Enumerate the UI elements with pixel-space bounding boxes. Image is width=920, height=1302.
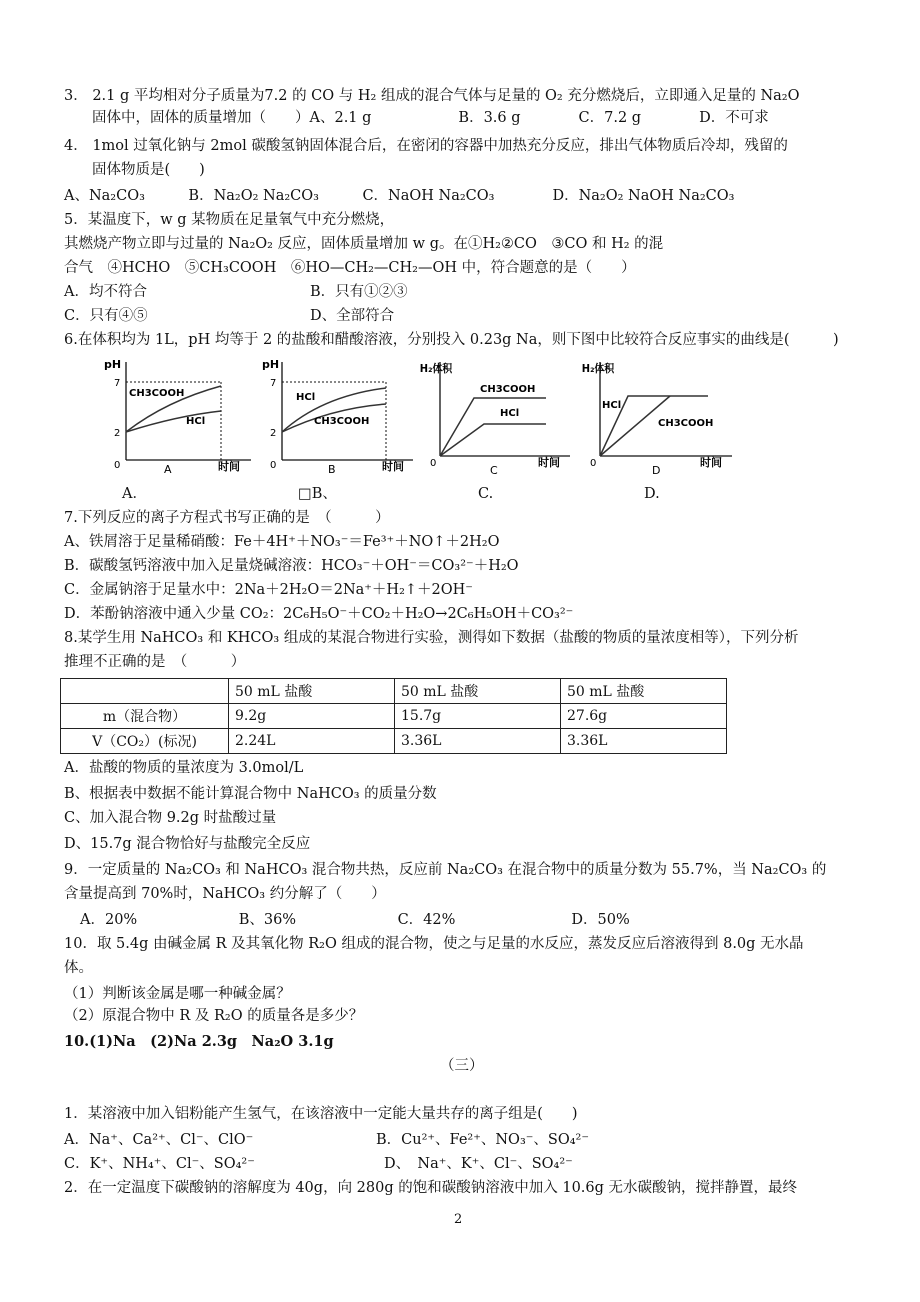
table-row [61, 729, 727, 754]
s3-q1-option-b: B．Cu²⁺、Fe²⁺、NO₃⁻、SO₄²⁻ [376, 1132, 590, 1148]
series-ch3cooh-line [440, 398, 546, 456]
chart-c-panel-letter: C [490, 464, 498, 476]
q8-data-table [60, 678, 727, 754]
chart-a-label-ch3cooh: CH3COOH [129, 388, 185, 399]
chart-b-tick-7: 7 [270, 378, 277, 389]
q3-line2: 固体中，固体的质量增加（ ）A、2.1 g B．3.6 g C．7.2 g D．不可求 [92, 110, 769, 126]
table-cell [61, 679, 229, 704]
q6-option-a: A． [122, 486, 147, 502]
q5-option-c: C．只有④⑤ [64, 308, 148, 324]
q9-line2: 含量提高到 70%时，NaHCO₃ 约分解了（ ） [64, 886, 386, 902]
table-cell: 3.36L [395, 729, 561, 754]
chart-a-tick-0: 0 [114, 460, 121, 471]
table-header-cell: 50 mL 盐酸 [395, 679, 561, 704]
q9-line1: 9．一定质量的 Na₂CO₃ 和 NaHCO₃ 混合物共热，反应前 Na₂CO₃ 在混合物中的质量分数为 55.7%，当 Na₂CO₃ 的 [64, 862, 827, 878]
q10-sub2: （2）原混合物中 R 及 R₂O 的质量各是多少？ [64, 1008, 364, 1024]
chart-b-xlabel: 时间 [382, 460, 404, 473]
chart-d-xlabel: 时间 [700, 456, 722, 469]
q8-option-b: B、根据表中数据不能计算混合物中 NaHCO₃ 的质量分数 [64, 786, 437, 802]
chart-c-label-hcl: HCl [500, 408, 520, 419]
chart-c-origin: 0 [430, 458, 437, 469]
chart-b [258, 356, 428, 476]
q8-option-a: A．盐酸的物质的量浓度为 3.0mol/L [64, 760, 304, 776]
s3-q2-line1: 2．在一定温度下碳酸钠的溶解度为 40g，向 280g 的饱和碳酸钠溶液中加入 10.6g 无水碳酸钠，搅拌静置，最终 [64, 1180, 798, 1196]
chart-d-panel-letter: D [652, 464, 661, 476]
q3-line1: 3． 2.1 g 平均相对分子质量为7.2 的 CO 与 H₂ 组成的混合气体与足量的 O₂ 充分燃烧后，立即通入足量的 Na₂O [64, 88, 800, 104]
q7-stem: 7.下列反应的离子方程式书写正确的是 （ ） [64, 510, 390, 526]
chart-a-panel-letter: A [164, 463, 172, 476]
q7-option-b: B．碳酸氢钙溶液中加入足量烧碱溶液：HCO₃⁻＋OH⁻＝CO₃²⁻＋H₂O [64, 558, 519, 574]
q10-answer: 10.(1)Na (2)Na 2.3g Na₂O 3.1g [64, 1033, 334, 1050]
chart-d-label-ch3cooh: CH3COOH [658, 418, 714, 429]
s3-q1-stem: 1．某溶液中加入铝粉能产生氢气，在该溶液中一定能大量共存的离子组是( ) [64, 1106, 578, 1122]
table-row [61, 704, 727, 729]
table-header-cell: 50 mL 盐酸 [229, 679, 395, 704]
table-cell: 15.7g [395, 704, 561, 729]
chart-b-panel-letter: B [328, 463, 336, 476]
q7-option-d: D．苯酚钠溶液中通入少量 CO₂：2C₆H₅O⁻＋CO₂＋H₂O→2C₆H₅OH＋CO₃²⁻ [64, 606, 574, 622]
page-number: 2 [454, 1212, 463, 1227]
q10-line1: 10．取 5.4g 由碱金属 R 及其氧化物 R₂O 组成的混合物，使之与足量的水反应，蒸发反应后溶液得到 8.0g 无水晶 [64, 936, 804, 952]
chart-d-ylabel: H₂体积 [581, 362, 615, 376]
table-cell: V（CO₂）(标况) [61, 729, 229, 754]
chart-b-label-hcl: HCl [296, 392, 316, 403]
table-cell: 9.2g [229, 704, 395, 729]
q6-stem: 6.在体积均为 1L，pH 均等于 2 的盐酸和醋酸溶液，分别投入 0.23g Na，则下图中比较符合反应事实的曲线是( ) [64, 332, 839, 348]
q5-option-a: A．均不符合 [64, 284, 147, 300]
q8-option-d: D、15.7g 混合物恰好与盐酸完全反应 [64, 836, 311, 852]
chart-a-tick-2: 2 [114, 428, 121, 439]
q4-line1: 4． 1mol 过氧化钠与 2mol 碳酸氢钠固体混合后，在密闭的容器中加热充分反应，排出气体物质后冷却，残留的 [64, 138, 788, 154]
q5-line2: 其燃烧产物立即与过量的 Na₂O₂ 反应，固体质量增加 w g。在①H₂②CO ③CO 和 H₂ 的混 [64, 236, 664, 252]
chart-a [96, 356, 266, 476]
q7-option-c: C．金属钠溶于足量水中：2Na＋2H₂O＝2Na⁺＋H₂↑＋2OH⁻ [64, 582, 473, 598]
chart-c-label-ch3cooh: CH3COOH [480, 384, 536, 395]
s3-q1-option-c: C．K⁺、NH₄⁺、Cl⁻、SO₄²⁻ [64, 1156, 255, 1172]
chart-a-xlabel: 时间 [218, 460, 240, 473]
q10-line2: 体。 [64, 960, 93, 976]
table-header-row [61, 679, 727, 704]
chart-b-tick-0: 0 [270, 460, 277, 471]
chart-d-origin: 0 [590, 458, 597, 469]
chart-d [580, 356, 740, 476]
q4-options: A、Na₂CO₃ B．Na₂O₂ Na₂CO₃ C．NaOH Na₂CO₃ D．Na₂O₂ NaOH Na₂CO₃ [64, 188, 735, 204]
table-cell: m（混合物） [61, 704, 229, 729]
table-cell: 27.6g [561, 704, 727, 729]
table-cell: 2.24L [229, 729, 395, 754]
s3-q1-option-a: A．Na⁺、Ca²⁺、Cl⁻、ClO⁻ [64, 1132, 254, 1148]
q8-line2: 推理不正确的是 （ ） [64, 654, 246, 670]
q10-sub1: （1）判断该金属是哪一种碱金属？ [64, 986, 291, 1002]
chart-b-ylabel: pH [262, 358, 280, 371]
q8-option-c: C、加入混合物 9.2g 时盐酸过量 [64, 810, 277, 826]
chart-a-ylabel: pH [104, 358, 122, 371]
q9-options: A．20% B、36% C．42% D．50% [80, 912, 630, 928]
chart-b-label-ch3cooh: CH3COOH [314, 416, 370, 427]
chart-c-ylabel: H₂体积 [419, 362, 453, 376]
q5-line1: 5．某温度下，w g 某物质在足量氧气中充分燃烧， [64, 212, 395, 228]
s3-q1-option-d: D、 Na⁺、K⁺、Cl⁻、SO₄²⁻ [384, 1156, 573, 1172]
q6-option-d: D. [644, 486, 660, 502]
section-title: （三） [440, 1058, 484, 1074]
table-cell: 3.36L [561, 729, 727, 754]
q6-option-b: □B、 [298, 486, 337, 502]
chart-a-tick-7: 7 [114, 378, 121, 389]
q5-option-d: D、全部符合 [310, 308, 395, 324]
chart-c [418, 356, 578, 476]
q8-line1: 8.某学生用 NaHCO₃ 和 KHCO₃ 组成的某混合物进行实验，测得如下数据（盐酸的物质的量浓度相等），下列分析 [64, 630, 799, 646]
chart-c-xlabel: 时间 [538, 456, 560, 469]
chart-b-tick-2: 2 [270, 428, 277, 439]
chart-d-label-hcl: HCl [602, 400, 622, 411]
chart-a-label-hcl: HCl [186, 416, 206, 427]
table-header-cell: 50 mL 盐酸 [561, 679, 727, 704]
q5-line3: 合气 ④HCHO ⑤CH₃COOH ⑥HO—CH₂—CH₂—OH 中，符合题意的是（ ） [64, 260, 636, 276]
q5-option-b: B．只有①②③ [310, 284, 408, 300]
q6-option-c: C. [478, 486, 494, 502]
q4-line2: 固体物质是( ) [92, 162, 205, 178]
q7-option-a: A、铁屑溶于足量稀硝酸：Fe＋4H⁺＋NO₃⁻＝Fe³⁺＋NO↑＋2H₂O [64, 534, 500, 550]
